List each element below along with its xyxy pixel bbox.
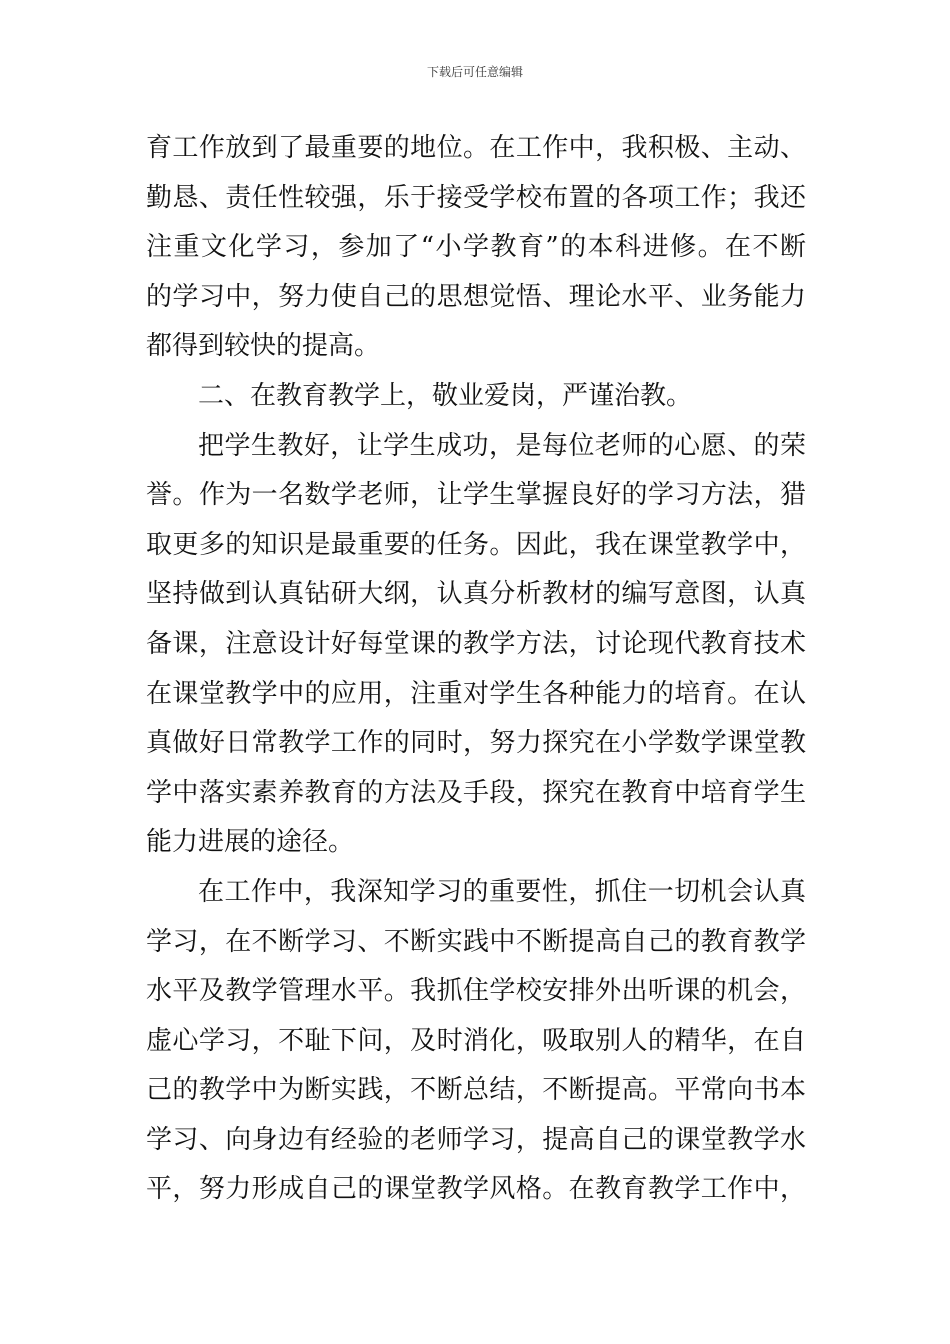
text-line: 虚心学习，不耻下问，及时消化，吸取别人的精华，在自 — [146, 1025, 806, 1056]
text-line: 勤恳、责任性较强，乐于接受学校布置的各项工作；我还 — [146, 182, 806, 213]
text-line: 水平及教学管理水平。我抓住学校安排外出听课的机会， — [146, 976, 806, 1007]
document-body — [146, 124, 806, 1215]
text-line: 真做好日常教学工作的同时，努力探究在小学数学课堂教 — [146, 728, 806, 759]
text-line: 育工作放到了最重要的地位。在工作中，我积极、主动、 — [146, 133, 806, 163]
section-heading: 二、在教育教学上，敬业爱岗，严谨治教。 — [198, 380, 693, 411]
text-line: 把学生教好，让学生成功，是每位老师的心愿、的荣 — [198, 430, 806, 461]
text-line: 学习、向身边有经验的老师学习，提高自己的课堂教学水 — [146, 1124, 806, 1155]
text-line: 学中落实素养教育的方法及手段，探究在教育中培育学生 — [146, 777, 806, 808]
text-line: 能力进展的途径。 — [146, 827, 355, 858]
text-line: 取更多的知识是最重要的任务。因此，我在课堂教学中， — [146, 529, 806, 560]
text-line: 坚持做到认真钻研大纲，认真分析教材的编写意图，认真 — [146, 579, 806, 610]
text-line: 己的教学中为断实践，不断总结，不断提高。平常向书本 — [146, 1075, 806, 1106]
text-line: 在工作中，我深知学习的重要性，抓住一切机会认真 — [198, 876, 806, 907]
text-line: 注重文化学习，参加了“小学教育”的本科进修。在不断 — [146, 232, 806, 263]
text-line: 都得到较快的提高。 — [146, 331, 381, 362]
text-line: 备课，注意设计好每堂课的教学方法，讨论现代教育技术 — [146, 628, 806, 659]
text-line: 在课堂教学中的应用，注重对学生各种能力的培育。在认 — [146, 678, 806, 709]
text-line: 平，努力形成自己的课堂教学风格。在教育教学工作中， — [146, 1174, 806, 1205]
text-line: 誉。作为一名数学老师，让学生掌握良好的学习方法，猎 — [146, 480, 806, 511]
text-line: 学习，在不断学习、不断实践中不断提高自己的教育教学 — [146, 926, 806, 957]
page-header: 下载后可任意编辑 — [426, 65, 523, 79]
text-line: 的学习中，努力使自己的思想觉悟、理论水平、业务能力 — [146, 281, 806, 312]
